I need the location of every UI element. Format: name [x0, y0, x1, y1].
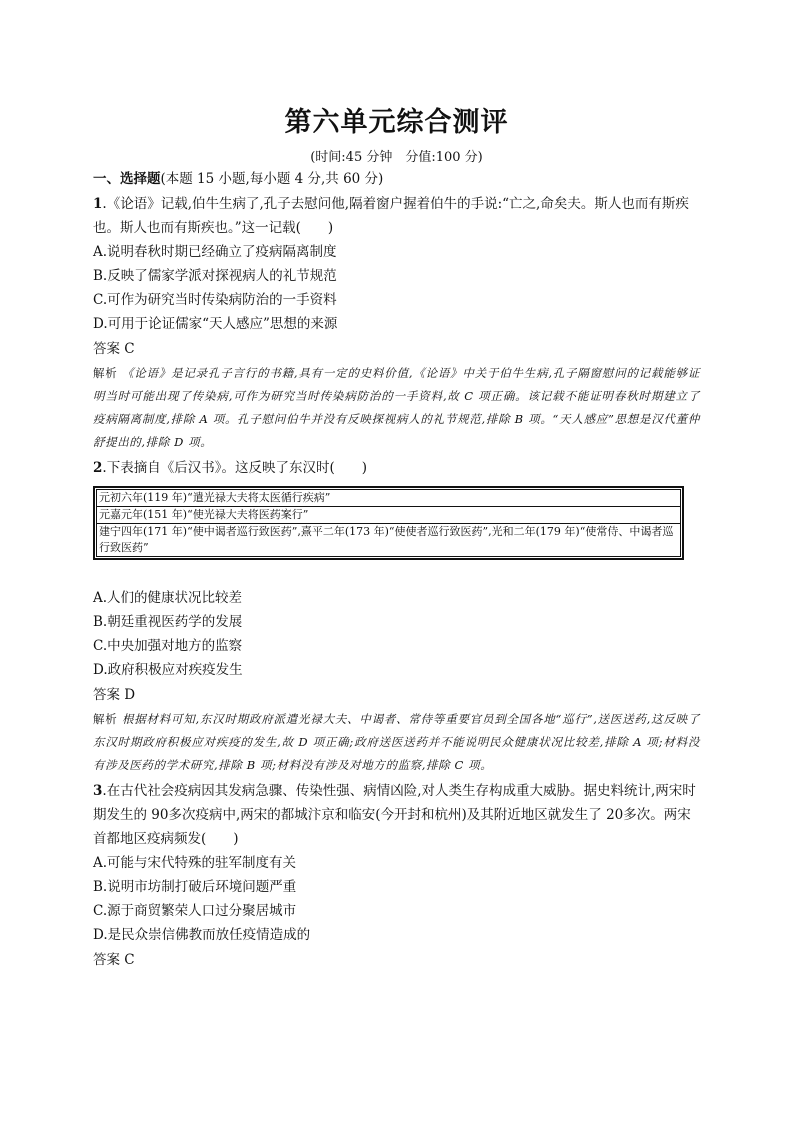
option-d: D.可用于论证儒家“天人感应”思想的来源 — [93, 316, 338, 332]
option-d: D.是民众崇信佛教而放任疫情造成的 — [93, 927, 311, 943]
table-row — [97, 507, 681, 524]
option-a: A.说明春秋时期已经确立了疫病隔离制度 — [93, 244, 337, 260]
option-c: C.中央加强对地方的监察 — [93, 638, 243, 654]
section-note: (本题 15 小题,每小题 4 分,共 60 分) — [160, 171, 384, 187]
answer-line — [93, 338, 700, 360]
explanation — [93, 708, 700, 777]
table-row — [97, 490, 681, 507]
table-cell: 元初六年(119 年)“遣光禄大夫将太医循行疾病” — [97, 490, 681, 507]
option-a: A.可能与宋代特殊的驻军制度有关 — [93, 855, 297, 871]
answer-label: 答案 — [93, 687, 120, 703]
explanation — [93, 362, 700, 454]
question-text: 在古代社会疫病因其发病急骤、传染性强、病情凶险,对人类生存构成重大威胁。据史料统计,两宋时期发生的 90多次疫病中,两宋的都城汴京和临安(今开封和杭州)及其附近地区就发生了 20多次。两宋首都地区疫病频发( ) — [93, 783, 696, 847]
question-stem: 3.在古代社会疫病因其发病急骤、传染性强、病情凶险,对人类生存构成重大威胁。据史料统计,两宋时期发生的 90多次疫病中,两宋的都城汴京和临安(今开封和杭州)及其附近地区就发生了 20多次。两宋首都地区疫病频发( ) — [93, 783, 696, 847]
explanation-label: 解析 — [93, 712, 118, 726]
explanation-text: 根据材料可知,东汉时期政府派遣光禄大夫、中谒者、常侍等重要官员到全国各地“巡行”,送医送药,这反映了东汉时期政府积极应对疾疫的发生,故 D 项正确;政府送医送药并不能说明民众健康状况比较差,排除 A 项;材料没有涉及医药的学术研究,排除 B 项;材料没有涉及对地方的监察,排除 C 项。 — [93, 712, 700, 772]
answer-value: C — [124, 341, 135, 357]
exam-info: (时间:45 分钟 分值:100 分) — [310, 150, 483, 165]
table-row — [97, 524, 681, 557]
answer-label: 答案 — [93, 341, 120, 357]
exam-page — [93, 104, 700, 971]
question-text: 下表摘自《后汉书》。这反映了东汉时( ) — [106, 460, 367, 476]
question-2 — [93, 456, 700, 777]
explanation-text: 《论语》是记录孔子言行的书籍,具有一定的史料价值,《论语》中关于伯牛生病,孔子隔窗慰问的记载能够证明当时可能出现了传染病,可作为研究当时传染病防治的一手资料,故 C 项正确。该记载不能证明春秋时期建立了疫病隔离制度,排除 A 项。孔子慰问伯牛并没有反映探视病人的礼节规范,排除 B 项。“天人感应”思想是汉代董仲舒提出的,排除 D 项。 — [93, 366, 700, 449]
table-cell: 元嘉元年(151 年)“使光禄大夫将医药案行” — [97, 507, 681, 524]
question-number: 1 — [93, 196, 103, 212]
option-b: B.朝廷重视医药学的发展 — [93, 614, 243, 630]
answer-line — [93, 949, 700, 971]
answer-label: 答案 — [93, 952, 120, 968]
question-1 — [93, 192, 700, 454]
option-b: B.说明市坊制打破后环境问题严重 — [93, 879, 297, 895]
option-c: C.源于商贸繁荣人口过分聚居城市 — [93, 903, 297, 919]
question-3 — [93, 779, 700, 971]
option-d: D.政府积极应对疾疫发生 — [93, 662, 243, 678]
question-stem: 2.下表摘自《后汉书》。这反映了东汉时( ) — [93, 460, 367, 476]
option-a: A.人们的健康状况比较差 — [93, 590, 243, 606]
question-stem: 1.《论语》记载,伯牛生病了,孔子去慰问他,隔着窗户握着伯牛的手说:“亡之,命矣夫。斯人也而有斯疾也。斯人也而有斯疾也。”这一记载( ) — [93, 196, 689, 236]
option-c: C.可作为研究当时传染病防治的一手资料 — [93, 292, 337, 308]
section-heading — [93, 168, 700, 190]
explanation-label: 解析 — [93, 366, 118, 380]
option-b: B.反映了儒家学派对探视病人的礼节规范 — [93, 268, 337, 284]
question-number: 3 — [93, 783, 103, 799]
page-title: 第六单元综合测评 — [284, 107, 509, 138]
answer-value: D — [124, 687, 136, 703]
answer-line — [93, 684, 700, 706]
answer-value: C — [124, 952, 135, 968]
section-label: 一、选择题 — [93, 171, 161, 187]
question-number: 2 — [93, 460, 103, 476]
material-table — [93, 486, 684, 560]
table-cell: 建宁四年(171 年)“使中谒者巡行致医药”,熹平二年(173 年)“使使者巡行致医药”,光和二年(179 年)“使常侍、中谒者巡行致医药” — [97, 524, 681, 557]
question-text: 《论语》记载,伯牛生病了,孔子去慰问他,隔着窗户握着伯牛的手说:“亡之,命矣夫。斯人也而有斯疾也。斯人也而有斯疾也。”这一记载( ) — [93, 196, 689, 236]
